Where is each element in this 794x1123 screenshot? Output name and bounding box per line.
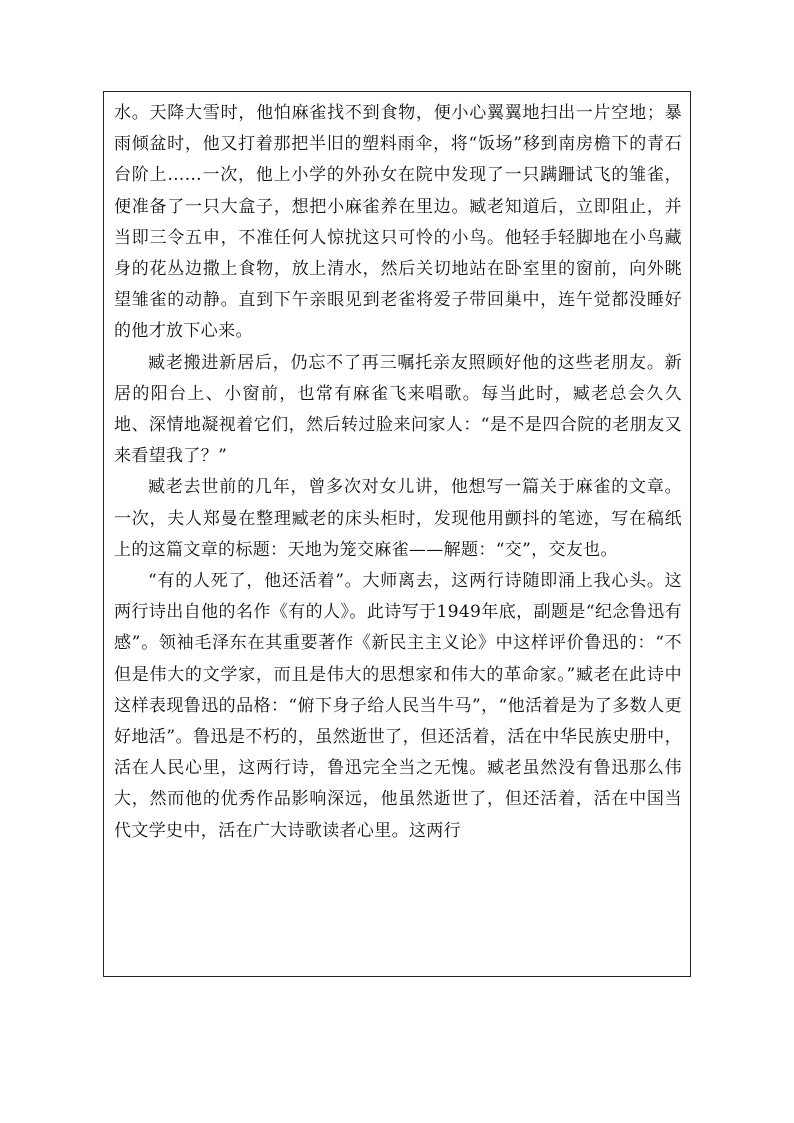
paragraph-1: 水。天降大雪时，他怕麻雀找不到食物，便小心翼翼地扫出一片空地；暴雨倾盆时，他又打着那把半旧的塑料雨伞，将“饭场”移到南房檐下的青石台阶上……一次，他上小学的外孙女在院中发现了一只蹒跚试飞的雏雀，便准备了一只大盒子，想把小麻雀养在里边。臧老知道后，立即阻止，并当即三令五申，不准任何人惊扰这只可怜的小鸟。他轻手轻脚地在小鸟藏身的花丛边撒上食物，放上清水，然后关切地站在卧室里的窗前，向外眺望雏雀的动静。直到下午亲眼见到老雀将爱子带回巢中，连午觉都没睡好的他才放下心来。: [114, 103, 682, 342]
paragraph-2: 臧老搬进新居后，仍忘不了再三嘱托亲友照顾好他的这些老朋友。新居的阳台上、小窗前，也常有麻雀飞来唱歌。每当此时，臧老总会久久地、深情地凝视着它们，然后转过脸来问家人：“是不是四合院的老朋友又来看望我了？”: [114, 352, 682, 467]
paragraph-3: 臧老去世前的几年，曾多次对女儿讲，他想写一篇关于麻雀的文章。一次，夫人郑曼在整理臧老的床头柜时，发现他用颤抖的笔迹，写在稿纸上的这篇文章的标题：天地为笼交麻雀——解题：“交”，交友也。: [114, 477, 682, 560]
paragraph-4: “有的人死了，他还活着”。大师离去，这两行诗随即涌上我心头。这两行诗出自他的名作《有的人》。此诗写于1949年底，副题是“纪念鲁迅有感”。领袖毛泽东在其重要著作《新民主主义论》中这样评价鲁迅的：“不但是伟大的文学家，而且是伟大的思想家和伟大的革命家。”臧老在此诗中这样表现鲁迅的品格：“俯下身子给人民当牛马”，“他活着是为了多数人更好地活”。鲁迅是不朽的，虽然逝世了，但还活着，活在中华民族史册中，活在人民心里，这两行诗，鲁迅完全当之无愧。臧老虽然没有鲁迅那么伟大，然而他的优秀作品影响深远，他虽然逝世了，但还活着，活在中国当代文学史中，活在广大诗歌读者心里。这两行: [114, 571, 682, 841]
text-frame: [103, 91, 691, 977]
